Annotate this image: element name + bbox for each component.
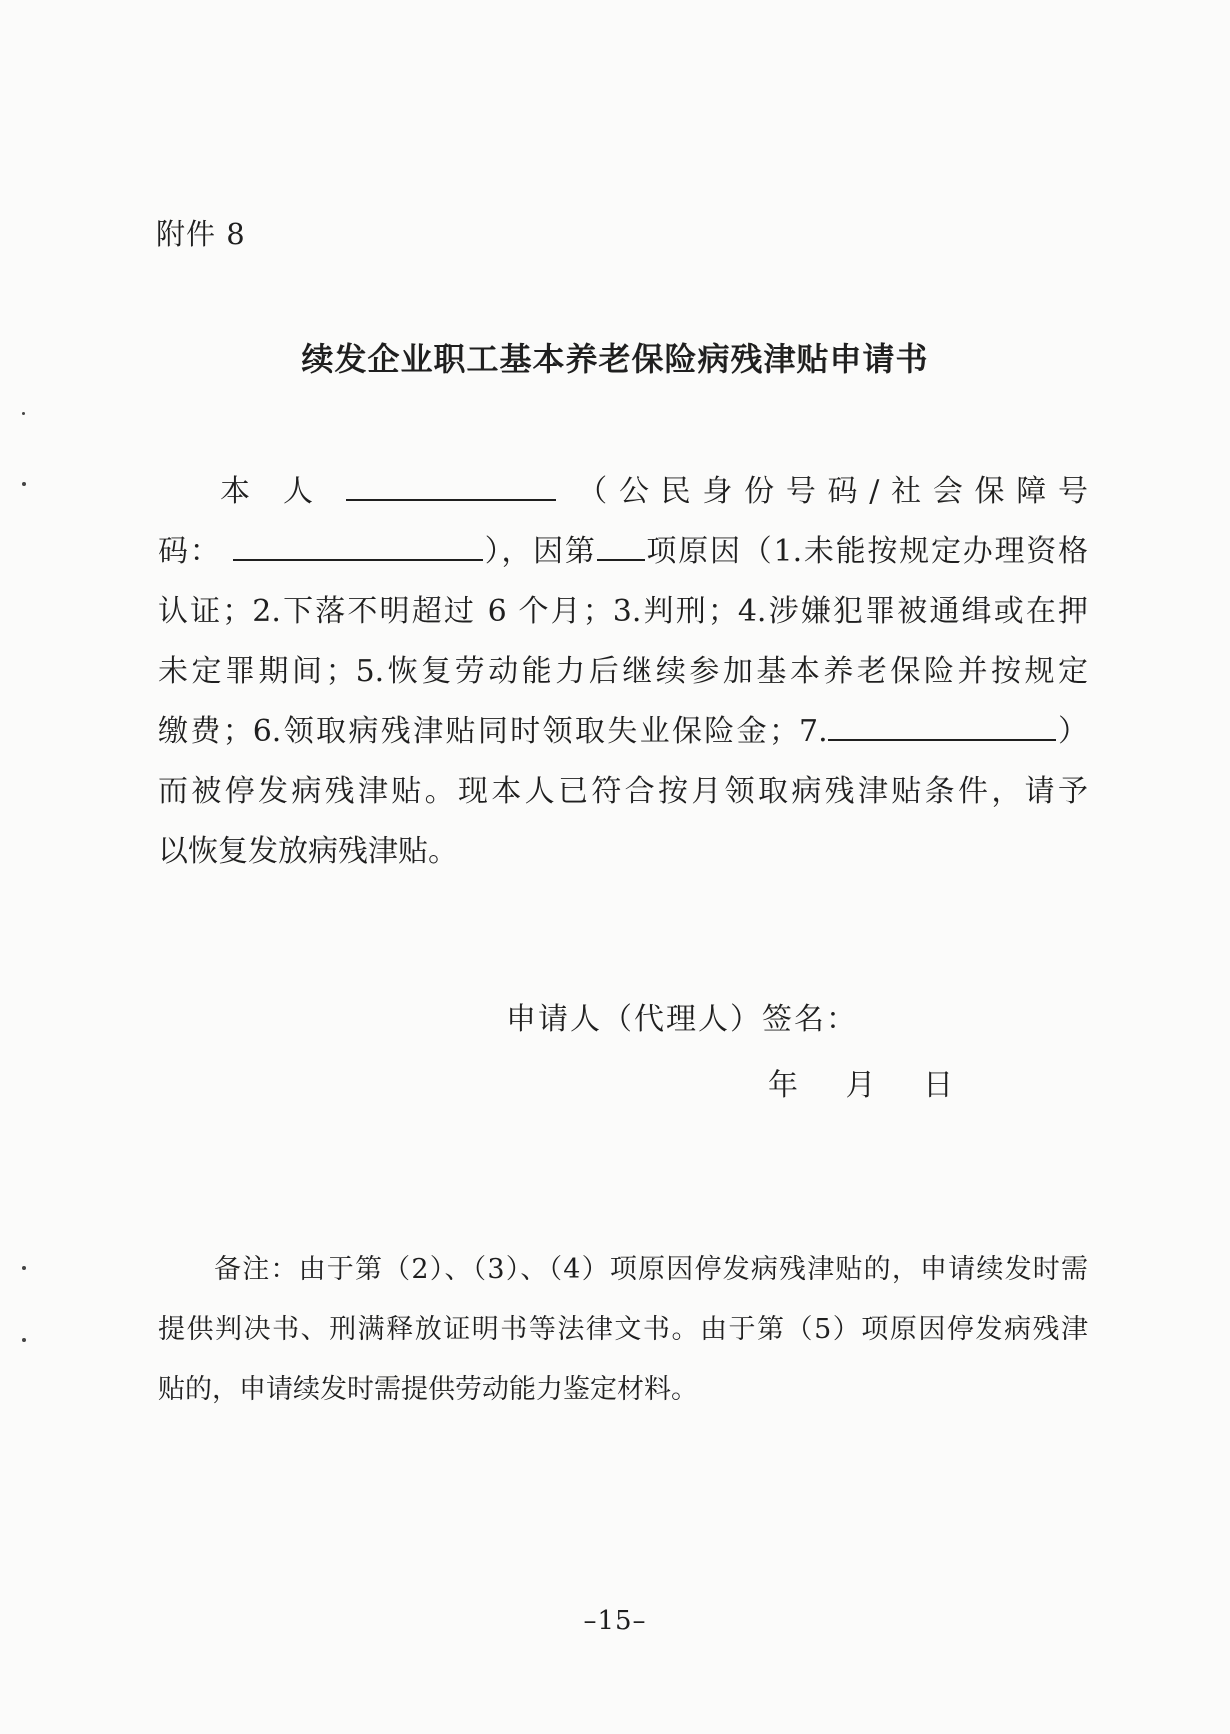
scan-speck <box>22 1338 26 1342</box>
body-line-1 <box>158 462 1088 522</box>
date-year: 年 <box>768 1068 798 1103</box>
document-title: 续发企业职工基本养老保险病残津贴申请书 <box>301 340 929 378</box>
name-blank[interactable] <box>346 469 556 501</box>
reason-list-start: 项原因（1.未能按规定办理资格 <box>644 534 1089 569</box>
reason-6-and-7: 缴费；6.领取病残津贴同时领取失业保险金；7. <box>158 714 828 749</box>
reason-item-blank[interactable] <box>597 529 645 561</box>
id-number-blank[interactable] <box>233 529 483 561</box>
reason-prompt: ），因第 <box>482 534 597 569</box>
scan-speck <box>22 412 25 415</box>
scan-speck <box>22 1266 26 1270</box>
signature-label: 申请人（代理人）签名： <box>506 1002 858 1037</box>
body-line-3: 认证；2.下落不明超过 6 个月；3.判刑；4.涉嫌犯罪被通缉或在押 <box>158 594 1088 629</box>
date-day: 日 <box>923 1068 954 1103</box>
body-line-5 <box>158 702 1088 762</box>
date-line <box>768 1060 991 1104</box>
other-reason-blank[interactable] <box>828 709 1056 741</box>
remarks-line-1: 备注：由于第（2）、（3）、（4）项原因停发病残津贴的，申请续发时需 <box>214 1254 1088 1285</box>
date-month: 月 <box>845 1068 876 1103</box>
remarks-line-2: 提供判决书、刑满释放证明书等法律文书。由于第（5）项原因停发病残津 <box>158 1314 1088 1345</box>
body-line-6: 而被停发病残津贴。现本人已符合按月领取病残津贴条件，请予 <box>158 774 1088 809</box>
scan-speck <box>22 482 26 486</box>
attachment-label: 附件 8 <box>156 217 246 251</box>
applicant-prefix: 本 人 <box>220 474 325 509</box>
id-code-prefix: 码： <box>158 534 222 569</box>
id-prompt: （公民身份号码/社会保障号 <box>577 474 1088 509</box>
close-paren: ） <box>1055 714 1088 749</box>
application-body <box>158 462 1088 882</box>
remarks <box>158 1240 1088 1420</box>
body-line-4: 未定罪期间；5.恢复劳动能力后继续参加基本养老保险并按规定 <box>158 654 1088 689</box>
page-number: –15– <box>583 1606 647 1636</box>
remarks-line-3: 贴的，申请续发时需提供劳动能力鉴定材料。 <box>158 1374 698 1405</box>
body-line-2 <box>158 522 1088 582</box>
body-line-7: 以恢复发放病残津贴。 <box>158 834 458 869</box>
